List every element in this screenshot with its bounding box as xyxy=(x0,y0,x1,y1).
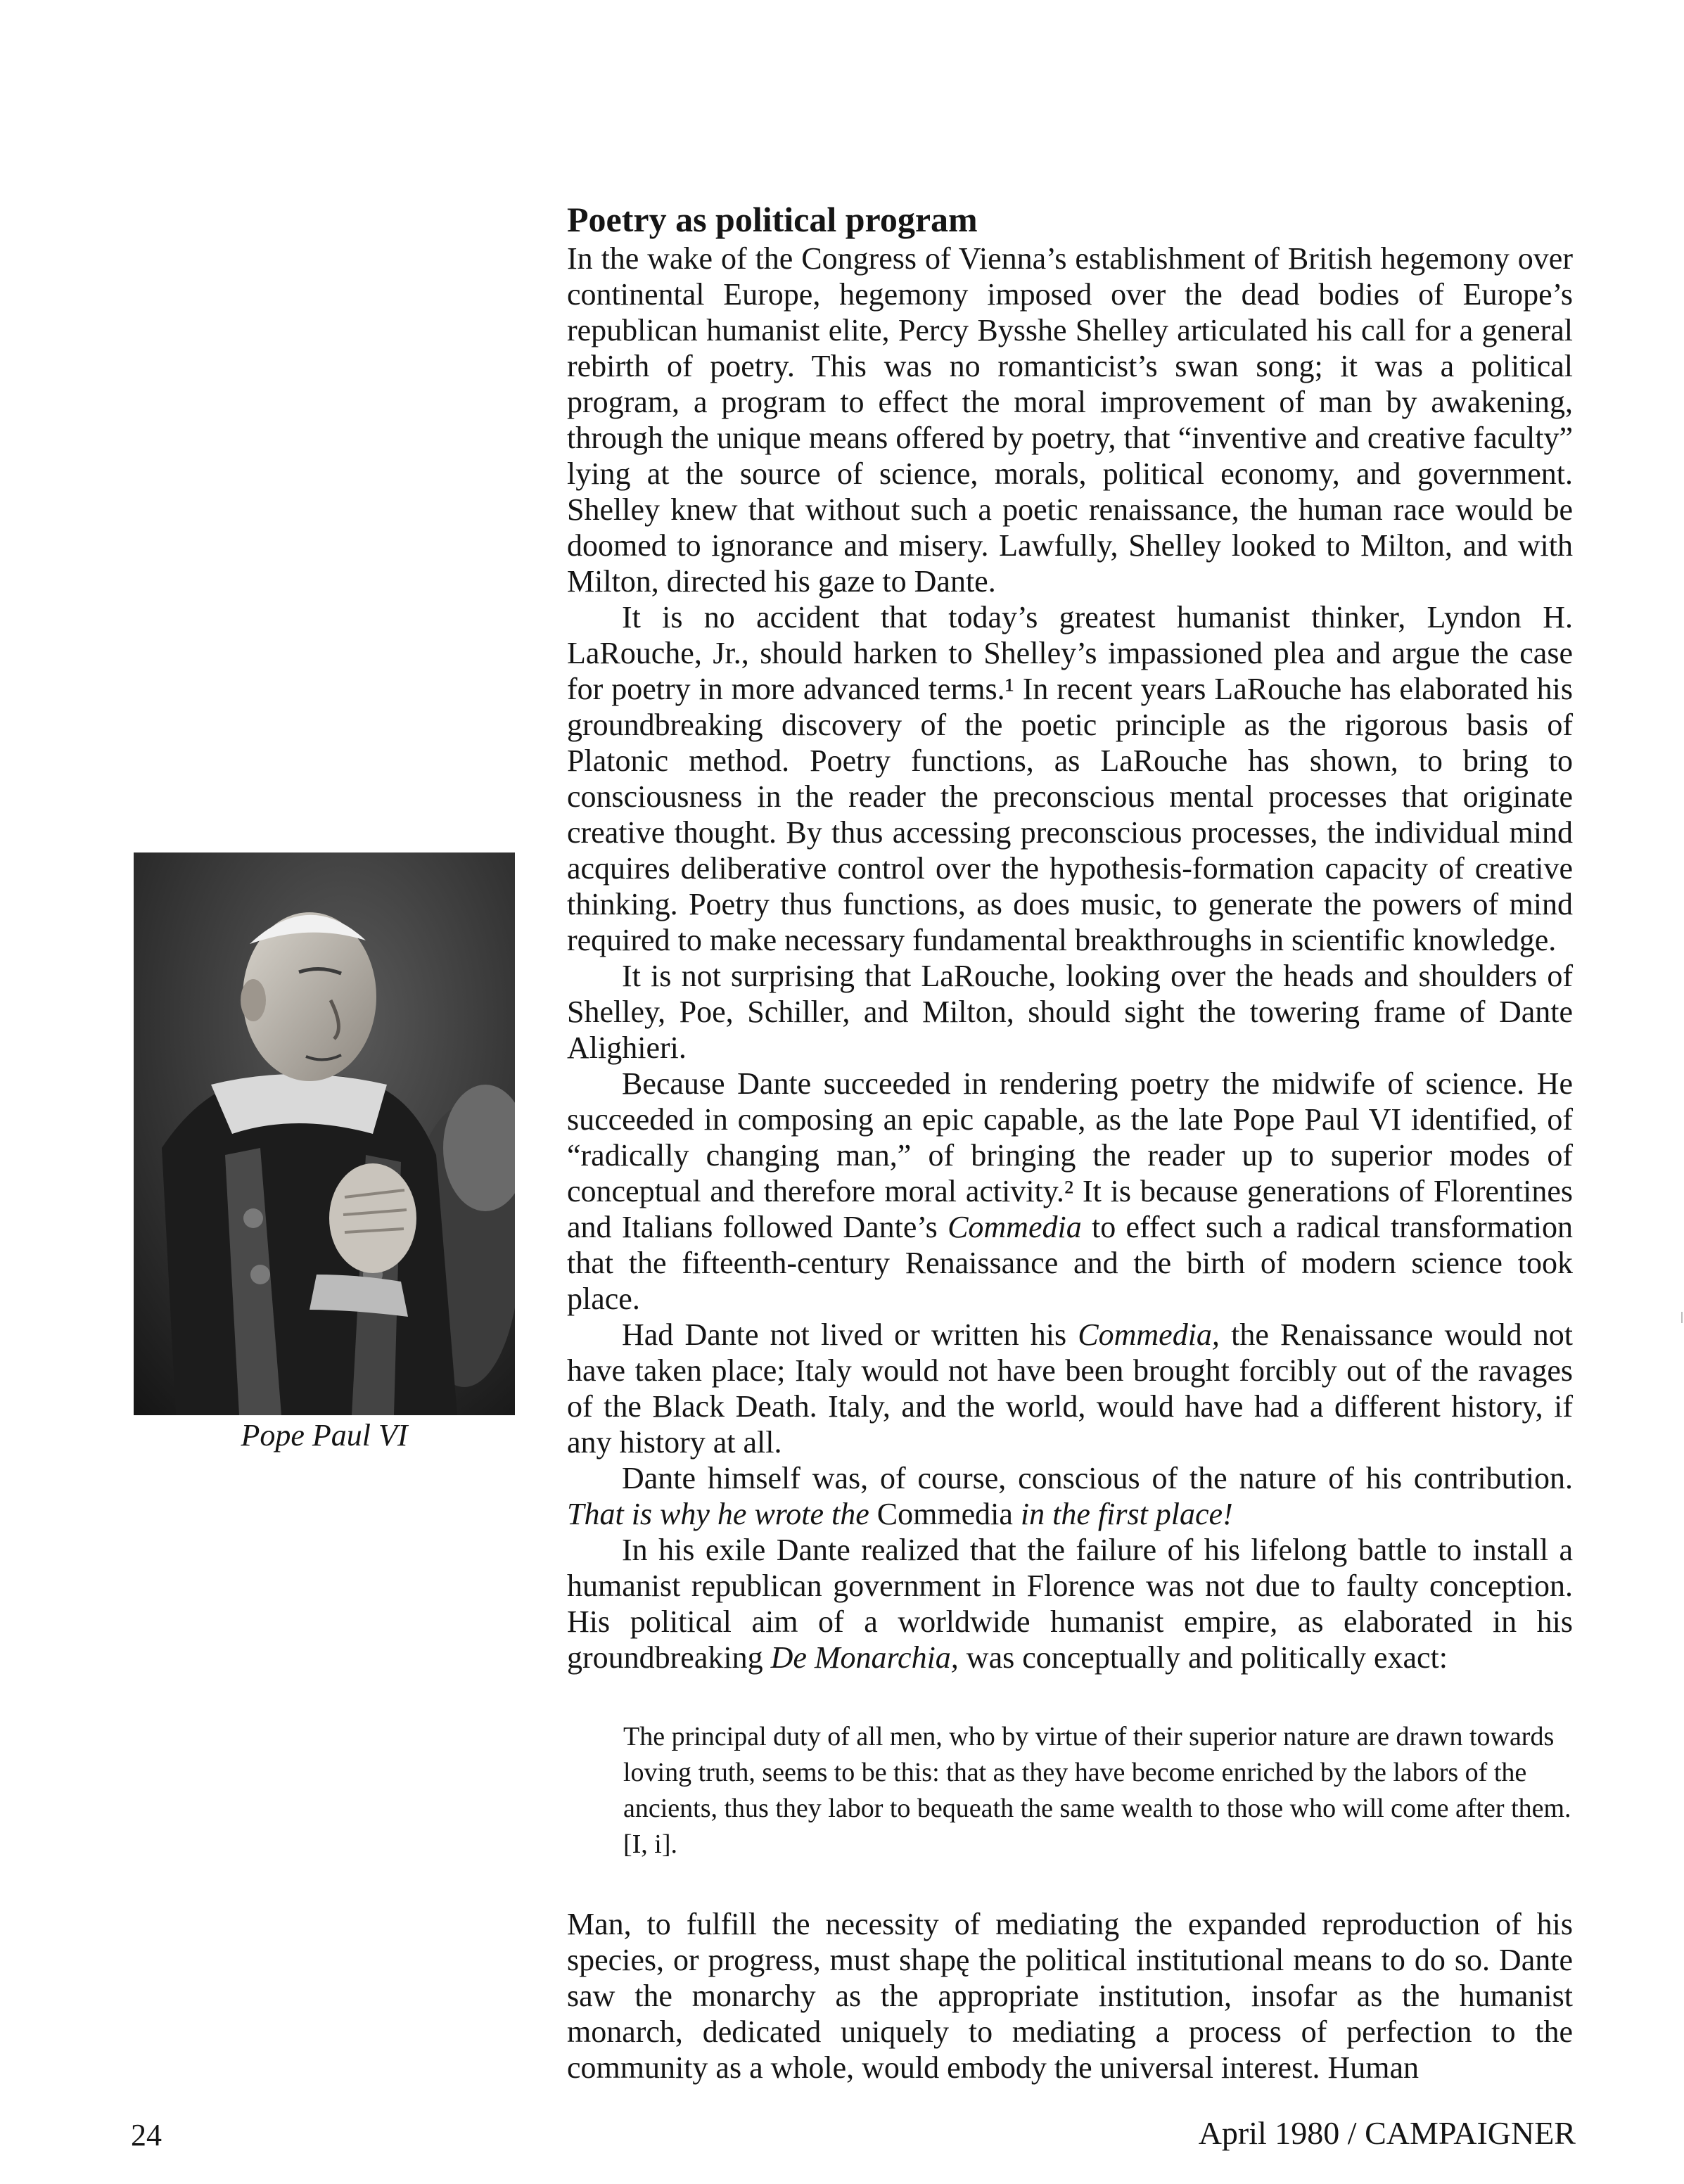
paragraph-text: the Renaissance would not have taken place; Italy would not have been brought forcibly out of the ravages of the Black Death. Italy, and the world, would have had a different history, if any history at all. xyxy=(567,1317,1573,1460)
paragraph-text: Had Dante not lived or written his xyxy=(622,1317,1078,1352)
paragraph xyxy=(567,1066,1573,1317)
paragraph-text: In his exile Dante realized that the failure of his lifelong battle to install a humanist republican government in Florence was not due to faulty conception. His political aim of a worldwide humanist empire, as elaborated in his groundbreaking xyxy=(567,1533,1573,1675)
paragraph-text: Because Dante succeeded in rendering poetry the midwife of science. He succeeded in composing an epic capable, as the late Pope Paul VI identified, of “radically changing man,” of bringing the reader up to superior modes of conceptual and therefore moral activity.² It is because generations of Florentines and Italians followed Dante’s xyxy=(567,1066,1573,1244)
pope-paul-vi-photo xyxy=(134,852,515,1415)
italic-title: Commedia, xyxy=(1078,1317,1220,1352)
italic-emphasis: in the first place! xyxy=(1020,1497,1233,1531)
paragraph xyxy=(567,1317,1573,1460)
paragraph xyxy=(567,1532,1573,1675)
paragraph xyxy=(567,1460,1573,1532)
italic-title: Commedia xyxy=(948,1210,1082,1244)
margin-mark xyxy=(1681,1312,1683,1323)
issue-line: April 1980 / CAMPAIGNER xyxy=(1198,2115,1576,2151)
block-quote: The principal duty of all men, who by virtue of their superior nature are drawn towards loving truth, seems to be this: that as they have become enriched by the labors of the ancients, thus they labor to bequeath the same wealth to those who will come after them.[I, i]. xyxy=(623,1722,1571,1859)
paragraph: Man, to fulfill the necessity of mediating the expanded reproduction of his species, or progress, must shapę the political institutional means to do so. Dante saw the monarchy as the appropriate institution, insofar as the humanist monarch, dedicated uniquely to mediating a process of perfection to the community as a whole, would embody the universal interest. Human xyxy=(567,1907,1573,2085)
page-number: 24 xyxy=(131,2118,162,2152)
paragraph: In the wake of the Congress of Vienna’s establishment of British hegemony over continental Europe, hegemony imposed over the dead bodies of Europe’s republican humanist elite, Percy Bysshe Shelley articulated his call for a general rebirth of poetry. This was no romanticist’s swan song; it was a political program, a program to effect the moral improvement of man by awakening, through the unique means offered by poetry, that “inventive and creative faculty” lying at the source of science, morals, political economy, and government. Shelley knew that without such a poetic renaissance, the human race would be doomed to ignorance and misery. Lawfully, Shelley looked to Milton, and with Milton, directed his gaze to Dante. xyxy=(567,241,1573,599)
italic-emphasis: That is why he wrote the xyxy=(567,1497,869,1531)
article-column xyxy=(567,198,1573,2086)
paragraph-text: to effect such a radical transformation that the fifteenth-century Renaissance and the birth of modern science took place. xyxy=(567,1210,1573,1316)
photo-illustration xyxy=(134,852,515,1415)
paragraph-text: Dante himself was, of course, conscious of the nature of his contribution. xyxy=(622,1461,1573,1495)
paragraph: It is no accident that today’s greatest humanist thinker, Lyndon H. LaRouche, Jr., should harken to Shelley’s impassioned plea and argue the case for poetry in more advanced terms.¹ In recent years LaRouche has elaborated his groundbreaking discovery of the poetic principle as the rigorous basis of Platonic method. Poetry functions, as LaRouche has shown, to bring to consciousness in the reader the preconscious mental processes that originate creative thought. By thus accessing preconscious processes, the individual mind acquires deliberative control over the hypothesis-formation capacity of creative thinking. Poetry thus functions, as does music, to generate the powers of mind required to make necessary fundamental breakthroughs in scientific knowledge. xyxy=(567,600,1573,957)
italic-title: De Monarchia, xyxy=(770,1640,959,1675)
paragraph-text: was conceptually and politically exact: xyxy=(958,1640,1448,1675)
photo-caption: Pope Paul VI xyxy=(241,1418,408,1452)
paragraph: It is not surprising that LaRouche, looking over the heads and shoulders of Shelley, Poe, Schiller, and Milton, should sight the towering frame of Dante Alighieri. xyxy=(567,959,1573,1065)
roman-title: Commedia xyxy=(869,1497,1021,1531)
article-heading: Poetry as political program xyxy=(567,200,978,239)
